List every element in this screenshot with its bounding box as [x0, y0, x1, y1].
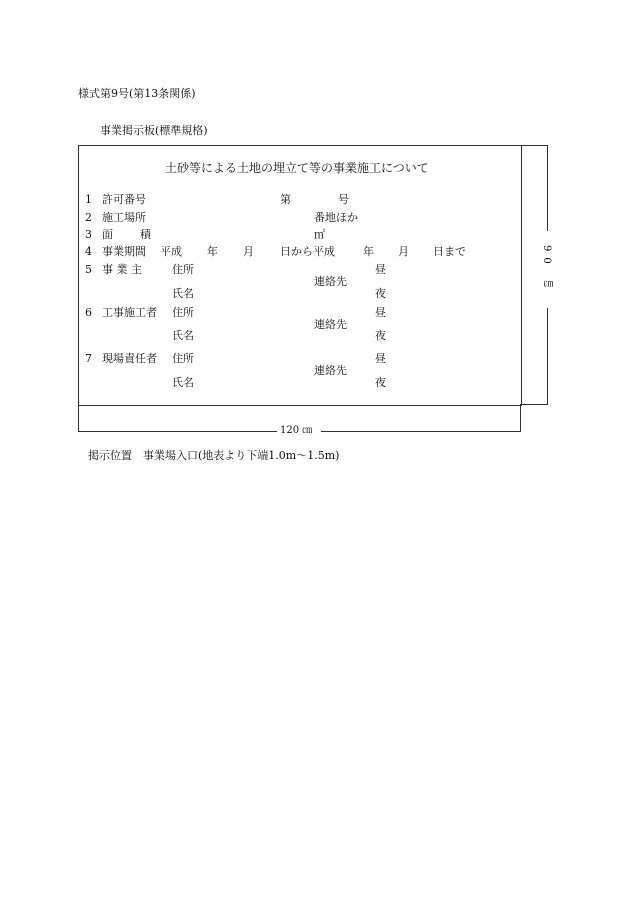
- contractor-address-label: 住所: [172, 306, 194, 319]
- row-number-1: 1: [85, 193, 92, 206]
- manager-address-label: 住所: [172, 352, 194, 365]
- width-dim-line-right: [321, 431, 521, 432]
- site-location-suffix: 番地ほか: [314, 211, 358, 224]
- manager-night-label: 夜: [375, 376, 386, 389]
- board-title: 土砂等による土地の埋立て等の事業施工について: [165, 161, 429, 175]
- row-number-2: 2: [85, 211, 92, 224]
- area-unit: ㎡: [314, 228, 325, 241]
- contractor-name-label: 氏名: [172, 329, 194, 342]
- site-location-label: 施工場所: [102, 211, 146, 224]
- period-heisei-start: 平成: [160, 245, 182, 258]
- owner-day-label: 昼: [375, 263, 386, 276]
- height-dim-bottom-tick: [521, 404, 548, 405]
- permit-go: 号: [338, 193, 349, 206]
- contractor-day-label: 昼: [375, 306, 386, 319]
- form-number: 様式第9号(第13条関係): [78, 87, 196, 100]
- width-dim-line-left: [78, 431, 277, 432]
- period-year-start: 年: [207, 245, 218, 258]
- manager-day-label: 昼: [375, 352, 386, 365]
- display-position-note: 掲示位置 事業場入口(地表より下端1.0m～1.5m): [88, 449, 340, 462]
- height-dim-top-tick: [521, 145, 548, 146]
- business-owner-label: 事 業 主: [102, 263, 142, 276]
- row-number-7: 7: [85, 352, 92, 365]
- manager-contact-label: 連絡先: [314, 364, 347, 377]
- owner-address-label: 住所: [172, 263, 194, 276]
- height-dim-line-upper: [547, 145, 548, 231]
- permit-dai: 第: [280, 193, 291, 206]
- width-dim-label: 120 ㎝: [280, 425, 313, 436]
- width-dim-right-tick: [520, 404, 521, 432]
- area-label-a: 面: [102, 228, 113, 241]
- permit-number-label: 許可番号: [102, 193, 146, 206]
- height-dim-line-lower: [547, 308, 548, 405]
- contractor-label: 工事施工者: [102, 306, 157, 319]
- notice-board-frame: [78, 145, 522, 406]
- owner-night-label: 夜: [375, 287, 386, 300]
- period-month-start: 月: [243, 245, 254, 258]
- period-year-end: 年: [363, 245, 374, 258]
- manager-name-label: 氏名: [172, 376, 194, 389]
- contractor-contact-label: 連絡先: [314, 318, 347, 331]
- height-dim-label: 90 ㎝: [541, 245, 552, 295]
- owner-contact-label: 連絡先: [314, 275, 347, 288]
- contractor-night-label: 夜: [375, 329, 386, 342]
- row-number-3: 3: [85, 228, 92, 241]
- row-number-5: 5: [85, 263, 92, 276]
- period-until: 日まで: [433, 245, 466, 258]
- owner-name-label: 氏名: [172, 287, 194, 300]
- period-label: 事業期間: [102, 245, 146, 258]
- period-month-end: 月: [398, 245, 409, 258]
- row-number-6: 6: [85, 306, 92, 319]
- site-manager-label: 現場責任者: [102, 352, 157, 365]
- area-label-b: 積: [140, 228, 151, 241]
- board-caption: 事業掲示板(標準規格): [100, 124, 208, 137]
- period-from: 日から平成: [280, 245, 335, 258]
- row-number-4: 4: [85, 245, 92, 258]
- width-dim-left-tick: [78, 404, 79, 432]
